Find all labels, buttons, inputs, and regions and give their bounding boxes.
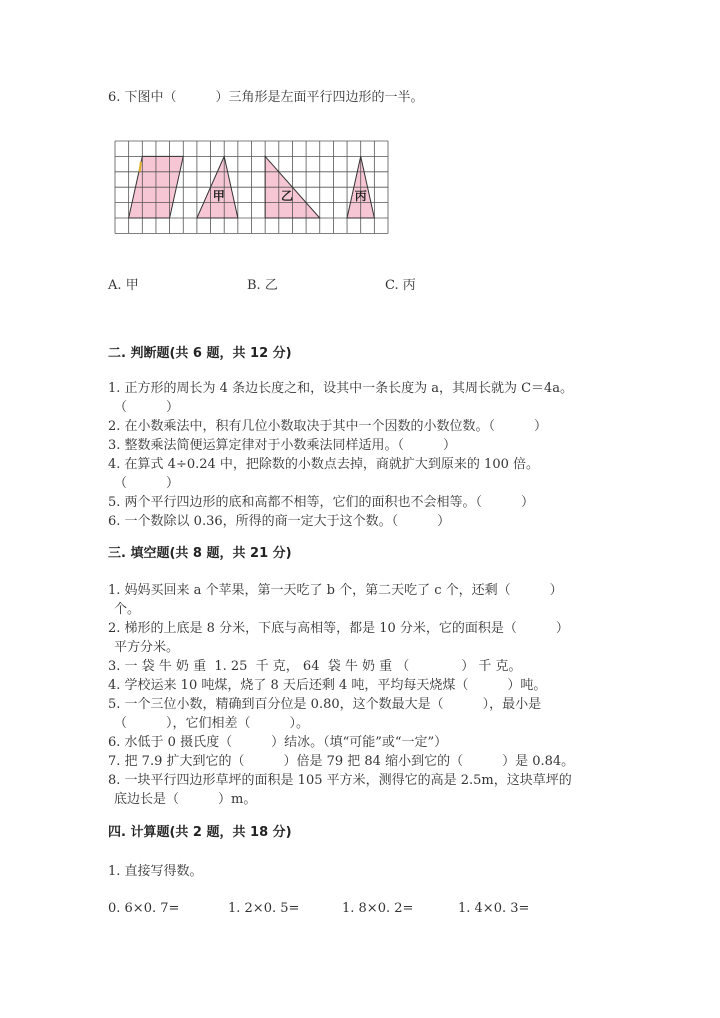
calc-item: 0. 6×0. 7= — [108, 901, 180, 916]
question-line: （ ） — [114, 400, 180, 415]
calc-items — [108, 899, 628, 918]
question-line: 5. 两个平行四边形的底和高都不相等，它们的面积也不会相等。（ ） — [108, 495, 535, 510]
question-line: 4. 学校运来 10 吨煤，烧了 8 天后还剩 4 吨，平均每天烧煤（ ）吨。 — [108, 678, 547, 693]
question-line: （ ），它们相差（ ）。 — [114, 716, 310, 731]
section-3-questions — [108, 581, 628, 809]
angle-mark — [140, 162, 141, 172]
section-3-title: 三. 填空题(共 8 题，共 21 分) — [108, 546, 292, 561]
question-line: 2. 梯形的上底是 8 分米，下底与高相等，都是 10 分米，它的面积是（ ） — [108, 621, 569, 636]
triangle-label: 乙 — [280, 188, 293, 203]
question-line: 4. 在算式 4÷0.24 中，把除数的小数点去掉，商就扩大到原来的 100 倍。 — [108, 457, 539, 472]
triangle-label: 丙 — [354, 188, 367, 203]
question-line: 7. 把 7.9 扩大到它的（ ）倍是 79 把 84 缩小到它的（ ）是 0.84。 — [108, 754, 575, 769]
calc-item: 1. 8×0. 2= — [342, 901, 414, 916]
triangle-label: 甲 — [212, 188, 225, 203]
calc-item: 1. 4×0. 3= — [458, 901, 530, 916]
question-line: 1. 正方形的周长为 4 条边长度之和，设其中一条长度为 a，其周长就为 C＝4a。 — [108, 381, 574, 396]
question-line: 5. 一个三位小数，精确到百分位是 0.80，这个数最大是（ ），最小是 — [108, 697, 542, 712]
exam-page — [108, 0, 628, 918]
section-2-questions — [108, 379, 628, 531]
question-line: 6. 水低于 0 摄氏度（ ）结冰。（填“可能”或“一定”） — [108, 735, 448, 750]
question-line: 3. 整数乘法简便运算定律对于小数乘法同样适用。（ ） — [108, 438, 457, 453]
option-b[interactable]: B. 乙 — [247, 278, 278, 293]
question-line: 个。 — [114, 602, 141, 617]
question-line: 底边长是（ ）m。 — [114, 792, 257, 807]
question-6-text: 6. 下图中（ ）三角形是左面平行四边形的一半。 — [108, 90, 424, 105]
question-line: （ ） — [114, 476, 180, 491]
grid-figure — [114, 140, 404, 236]
section-4-title: 四. 计算题(共 2 题，共 18 分) — [108, 825, 292, 840]
question-line: 8. 一块平行四边形草坪的面积是 105 平方米，测得它的高是 2.5m，这块草坪的 — [108, 773, 572, 788]
question-line: 1. 妈妈买回来 a 个苹果，第一天吃了 b 个，第二天吃了 c 个，还剩（ ） — [108, 583, 563, 598]
option-c[interactable]: C. 丙 — [385, 278, 416, 293]
section-2-title: 二. 判断题(共 6 题，共 12 分) — [108, 346, 292, 361]
question-6-options — [108, 276, 628, 295]
question-line: 2. 在小数乘法中，积有几位小数取决于其中一个因数的小数位数。（ ） — [108, 419, 548, 434]
question-line: 3. 一 袋 牛 奶 重 1. 25 千 克， 64 袋 牛 奶 重 （ ） 千 克。 — [108, 659, 522, 674]
section-4-subquestion: 1. 直接写得数。 — [108, 864, 203, 879]
question-line: 6. 一个数除以 0.36，所得的商一定大于这个数。（ ） — [108, 514, 451, 529]
calc-item: 1. 2×0. 5= — [228, 901, 300, 916]
option-a[interactable]: A. 甲 — [108, 278, 139, 293]
question-line: 平方分米。 — [114, 640, 180, 655]
